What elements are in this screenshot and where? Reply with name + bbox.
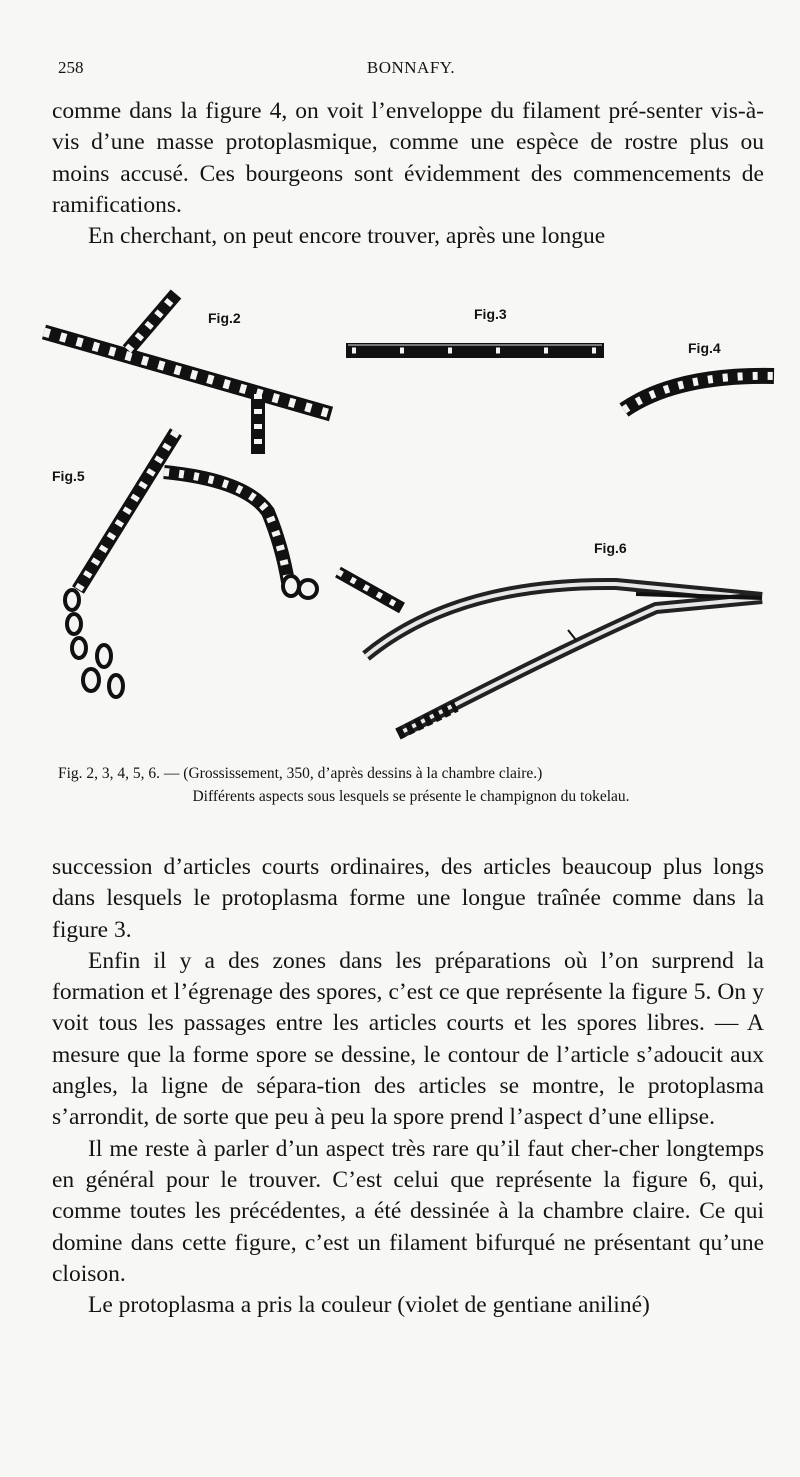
paragraph: En cherchant, on peut encore trouver, après une longue (88, 223, 606, 250)
text-block-top (52, 96, 764, 252)
fig5-label: Fig.5 (52, 468, 85, 484)
fig3-drawing (346, 343, 604, 358)
page-number: 258 (58, 58, 84, 77)
fig6-label: Fig.6 (594, 540, 627, 556)
fig5-drawing (65, 432, 317, 697)
paragraph: Le protoplasma a pris la couleur (violet de gentiane aniliné) (88, 1292, 650, 1319)
figure-caption (58, 762, 764, 808)
page-header (58, 58, 764, 84)
fig2-label: Fig.2 (208, 310, 241, 326)
caption-line: Différents aspects sous lesquels se présente le champignon du tokelau. (192, 788, 630, 805)
fig4-drawing (624, 376, 774, 410)
paragraph: Il me reste à parler d’un aspect très rare qu’il faut cher-cher longtemps en général pour le trouver. C’est celui que représente la figure 6, qui, comme toutes les précédentes, a été dessinée à la chambre claire. Ce qui domine dans cette figure, c’est un filament bifurqué ne présentant qu’une cloison. (52, 1135, 764, 1287)
figure-drawings (36, 282, 776, 752)
fig6-drawing (338, 572, 762, 734)
figure-plate (36, 282, 776, 752)
running-head: BONNAFY. (366, 58, 456, 77)
fig2-drawing (44, 294, 331, 454)
paragraph: Enfin il y a des zones dans les préparations où l’on surprend la formation et l’égrenage des spores, c’est ce que représente la figure 5. On y voit tous les passages entre les articles courts et les spores libres. — A mesure que la forme spore se dessine, le contour de l’article s’adoucit aux angles, la ligne de sépara-tion des articles se montre, le protoplasma s’arrondit, de sorte que peu à peu la spore prend l’aspect d’une ellipse. (52, 947, 764, 1131)
caption-line: Fig. 2, 3, 4, 5, 6. — (Grossissement, 350, d’après dessins à la chambre claire.) (58, 765, 543, 782)
paragraph: succession d’articles courts ordinaires, des articles beaucoup plus longs dans lesquels le protoplasma forme une longue traînée comme dans la figure 3. (52, 854, 764, 943)
fig3-label: Fig.3 (474, 306, 507, 322)
paragraph: comme dans la figure 4, on voit l’enveloppe du filament pré-senter vis-à-vis d’une masse protoplasmique, comme une espèce de rostre plus ou moins accusé. Ces bourgeons sont évidemment des commencements de ramifications. (52, 98, 764, 218)
text-block-bottom (52, 852, 764, 1321)
fig4-label: Fig.4 (688, 340, 721, 356)
